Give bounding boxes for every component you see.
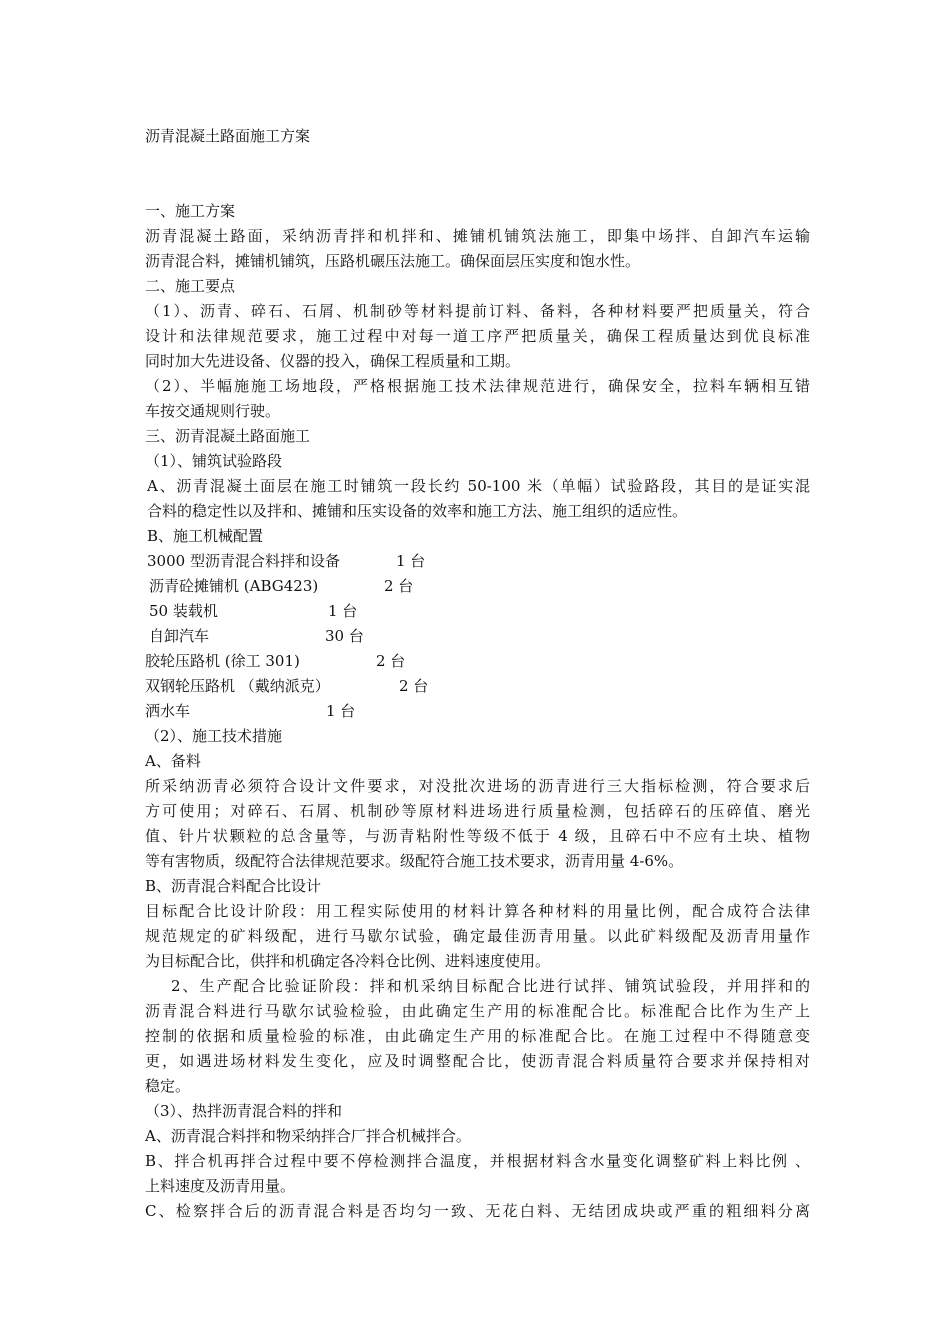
paragraph-line: A、沥青混合料拌和物采纳拌合厂拌合机械拌合。 bbox=[145, 1127, 471, 1145]
equipment-qty: 2 台 bbox=[384, 577, 414, 595]
equipment-qty: 1 台 bbox=[326, 702, 356, 720]
paragraph-line: 设计和法律规范要求，施工过程中对每一道工序严把质量关，确保工程质量达到优良标准 bbox=[145, 327, 810, 345]
subsection-heading: （3）、热拌沥青混合料的拌和 bbox=[145, 1102, 343, 1120]
paragraph-line: 稳定。 bbox=[145, 1077, 191, 1095]
paragraph-line: C、检察拌合后的沥青混合料是否均匀一致、无花白料、无结团成块或严重的粗细料分离 bbox=[145, 1202, 810, 1220]
paragraph-line: 规范规定的矿料级配，进行马歇尔试验，确定最佳沥青用量。以此矿料级配及沥青用量作 bbox=[145, 927, 810, 945]
equipment-row bbox=[145, 699, 810, 724]
paragraph-line: 沥青混凝土路面，采纳沥青拌和机拌和、摊铺机铺筑法施工，即集中场拌、自卸汽车运输 bbox=[145, 227, 810, 245]
paragraph-line: 车按交通规则行驶。 bbox=[145, 402, 281, 420]
equipment-row bbox=[145, 674, 810, 699]
paragraph-line: B、拌合机再拌合过程中要不停检测拌合温度，并根据材料含水量变化调整矿料上料比例 、 bbox=[145, 1152, 810, 1170]
paragraph-line: （1）、沥青、碎石、石屑、机制砂等材料提前订料、备料，各种材料要严把质量关，符合 bbox=[145, 302, 810, 320]
paragraph-line: 2、生产配合比验证阶段：拌和机采纳目标配合比进行试拌、铺筑试验段，并用拌和的 bbox=[171, 977, 810, 995]
equipment-row bbox=[145, 649, 810, 674]
equipment-name: 自卸汽车 bbox=[149, 627, 210, 645]
paragraph-line: 沥青混合料，摊铺机铺筑，压路机碾压法施工。确保面层压实度和饱水性。 bbox=[145, 252, 641, 270]
paragraph-line: 等有害物质，级配符合法律规范要求。级配符合施工技术要求，沥青用量 4-6%。 bbox=[145, 852, 684, 870]
equipment-qty: 1 台 bbox=[328, 602, 358, 620]
section-heading: 一、施工方案 bbox=[145, 202, 236, 220]
paragraph-line: 更，如遇进场材料发生变化，应及时调整配合比，使沥青混合料质量符合要求并保持相对 bbox=[145, 1052, 810, 1070]
paragraph-line: 合料的稳定性以及拌和、摊铺和压实设备的效率和施工方法、施工组织的适应性。 bbox=[147, 502, 688, 520]
document-body bbox=[145, 199, 810, 1224]
paragraph-line: （2）、半幅施施工场地段，严格根据施工技术法律规范进行，确保安全，拉料车辆相互错 bbox=[145, 377, 810, 395]
section-heading: 二、施工要点 bbox=[145, 277, 236, 295]
equipment-row bbox=[145, 549, 810, 574]
paragraph-line: 方可使用；对碎石、石屑、机制砂等原材料进场进行质量检测，包括碎石的压碎值、磨光 bbox=[145, 802, 810, 820]
equipment-name: 50 装载机 bbox=[149, 602, 218, 620]
subsection-heading: B、沥青混合料配合比设计 bbox=[145, 877, 322, 895]
paragraph-line: 控制的依据和质量检验的标准，由此确定生产用的标准配合比。在施工过程中不得随意变 bbox=[145, 1027, 810, 1045]
equipment-qty: 1 台 bbox=[396, 552, 426, 570]
equipment-qty: 2 台 bbox=[376, 652, 406, 670]
paragraph-line: 同时加大先进设备、仪器的投入，确保工程质量和工期。 bbox=[145, 352, 521, 370]
paragraph-line: 沥青混合料进行马歇尔试验检验，由此确定生产用的标准配合比。标准配合比作为生产上 bbox=[145, 1002, 810, 1020]
equipment-row bbox=[145, 574, 810, 599]
paragraph-line: 上料速度及沥青用量。 bbox=[145, 1177, 296, 1195]
subsection-heading: （2）、施工技术措施 bbox=[145, 727, 283, 745]
section-heading: 三、沥青混凝土路面施工 bbox=[145, 427, 311, 445]
subsection-heading: A、备料 bbox=[145, 752, 201, 770]
equipment-name: 洒水车 bbox=[145, 702, 191, 720]
paragraph-line: A、沥青混凝土面层在施工时铺筑一段长约 50-100 米（单幅）试验路段，其目的是证实混 bbox=[147, 477, 810, 495]
equipment-name: 双钢轮压路机 （戴纳派克） bbox=[145, 677, 330, 695]
equipment-row bbox=[145, 599, 810, 624]
equipment-name: 沥青砼摊铺机 (ABG423) bbox=[149, 577, 319, 595]
subsection-heading: （1）、铺筑试验路段 bbox=[145, 452, 283, 470]
equipment-qty: 30 台 bbox=[325, 627, 364, 645]
paragraph-line: 为目标配合比，供拌和机确定各冷料仓比例、进料速度使用。 bbox=[145, 952, 551, 970]
subsection-heading: B、施工机械配置 bbox=[147, 527, 264, 545]
equipment-qty: 2 台 bbox=[399, 677, 429, 695]
paragraph-line: 值、针片状颗粒的总含量等，与沥青粘附性等级不低于 4 级，且碎石中不应有土块、植物 bbox=[145, 827, 810, 845]
equipment-row bbox=[145, 624, 810, 649]
equipment-name: 3000 型沥青混合料拌和设备 bbox=[147, 552, 340, 570]
document-title: 沥青混凝土路面施工方案 bbox=[145, 127, 311, 145]
paragraph-line: 目标配合比设计阶段：用工程实际使用的材料计算各种材料的用量比例，配合成符合法律 bbox=[145, 902, 810, 920]
equipment-name: 胶轮压路机 (徐工 301) bbox=[145, 652, 300, 670]
paragraph-line: 所采纳沥青必须符合设计文件要求，对没批次进场的沥青进行三大指标检测，符合要求后 bbox=[145, 777, 810, 795]
